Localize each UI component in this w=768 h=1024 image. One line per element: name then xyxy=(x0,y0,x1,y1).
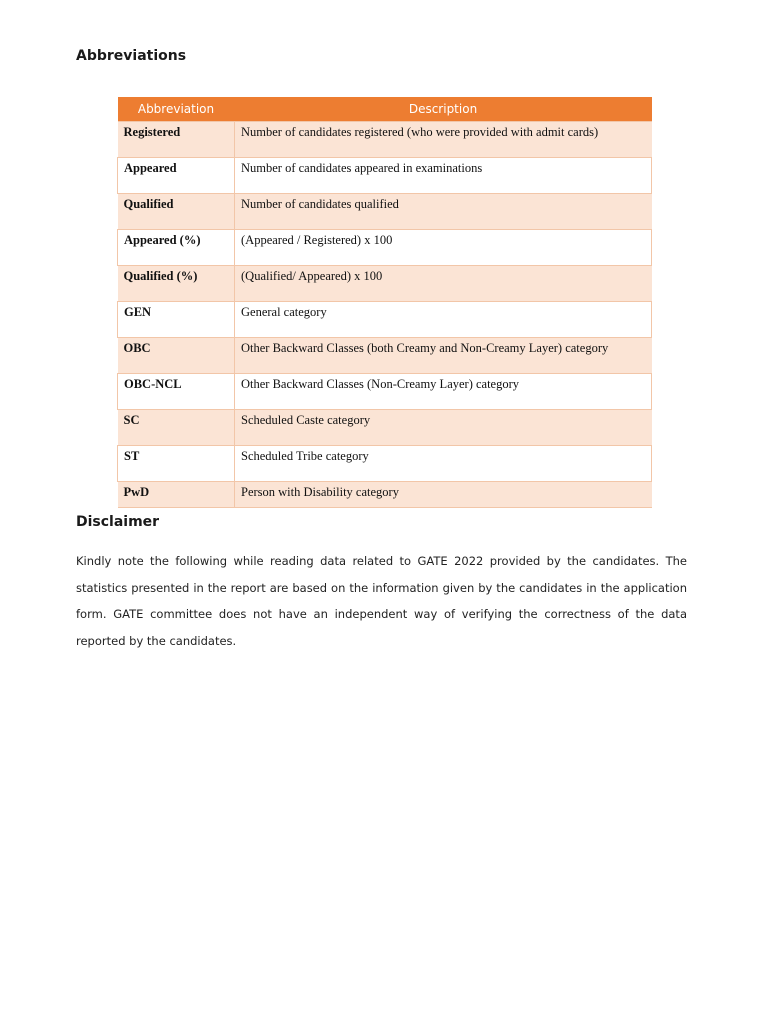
description-cell: (Qualified/ Appeared) x 100 xyxy=(235,266,652,302)
column-header-description: Description xyxy=(235,97,652,122)
table-row xyxy=(118,194,652,230)
abbreviation-cell: Qualified xyxy=(118,194,235,230)
description-cell: Scheduled Caste category xyxy=(235,410,652,446)
description-cell: Other Backward Classes (both Creamy and Non-Creamy Layer) category xyxy=(235,338,652,374)
table-row xyxy=(118,122,652,158)
abbreviation-cell: PwD xyxy=(118,482,235,508)
abbreviation-cell: Qualified (%) xyxy=(118,266,235,302)
description-cell: General category xyxy=(235,302,652,338)
description-cell: Person with Disability category xyxy=(235,482,652,508)
abbreviations-heading: Abbreviations xyxy=(76,48,187,64)
table-row xyxy=(118,302,652,338)
abbreviations-table xyxy=(117,97,652,508)
abbreviation-cell: Registered xyxy=(118,122,235,158)
description-cell: Number of candidates registered (who were provided with admit cards) xyxy=(235,122,652,158)
table-row xyxy=(118,158,652,194)
table-row xyxy=(118,230,652,266)
table-row xyxy=(118,446,652,482)
table-row xyxy=(118,410,652,446)
abbreviation-cell: Appeared (%) xyxy=(118,230,235,266)
table-row xyxy=(118,374,652,410)
disclaimer-text: Kindly note the following while reading data related to GATE 2022 provided by the candidates. The statistics presented in the report are based on the information given by the candidates in the application form. GATE committee does not have an independent way of verifying the correctness of the data reported by the candidates. xyxy=(76,554,687,648)
table-row xyxy=(118,338,652,374)
abbreviation-cell: Appeared xyxy=(118,158,235,194)
table-row xyxy=(118,482,652,508)
abbreviation-cell: ST xyxy=(118,446,235,482)
table-row xyxy=(118,266,652,302)
table-header-row xyxy=(118,97,652,122)
abbreviation-cell: OBC xyxy=(118,338,235,374)
column-header-abbreviation: Abbreviation xyxy=(118,97,235,122)
abbreviation-cell: OBC-NCL xyxy=(118,374,235,410)
description-cell: Scheduled Tribe category xyxy=(235,446,652,482)
description-cell: Number of candidates appeared in examinations xyxy=(235,158,652,194)
description-cell: (Appeared / Registered) x 100 xyxy=(235,230,652,266)
abbreviation-cell: SC xyxy=(118,410,235,446)
abbreviation-cell: GEN xyxy=(118,302,235,338)
description-cell: Other Backward Classes (Non-Creamy Layer) category xyxy=(235,374,652,410)
description-cell: Number of candidates qualified xyxy=(235,194,652,230)
disclaimer-heading: Disclaimer xyxy=(76,514,160,530)
